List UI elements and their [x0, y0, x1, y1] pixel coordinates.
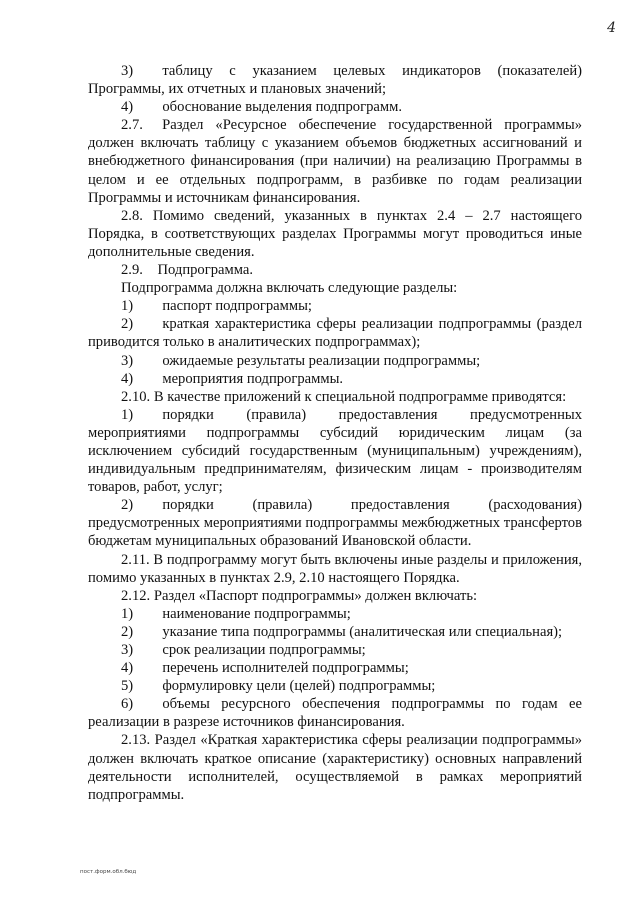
paragraph: 2.10. В качестве приложений к специальной подпрограмме приводятся:	[121, 388, 567, 405]
footer-code: пост.форм.обл.бюд	[80, 869, 137, 875]
paragraph: Подпрограмма должна включать следующие разделы:	[121, 280, 458, 297]
list-item: 4) мероприятия подпрограммы.	[121, 370, 344, 387]
paragraph: 2.9. Подпрограмма.	[121, 262, 253, 279]
list-item: 5) формулировку цели (целей) подпрограммы;	[121, 678, 436, 695]
list-item: 3) срок реализации подпрограммы;	[121, 642, 366, 658]
paragraph: 2.7. Раздел «Ресурсное обеспечение государственной программы» должен включать таблицу с указанием объемов бюджетных ассигнований и внебюджетного финансирования (при наличии) на реализацию Программы в целом и ее отдельных подпрограмм, в разбивке по годам реализации Программы и источникам финансирования.	[88, 117, 582, 206]
list-item: 2) краткая характеристика сферы реализации подпрограммы (раздел приводится только в аналитических подпрограммах);	[88, 316, 582, 351]
paragraph: 2.13. Раздел «Краткая характеристика сферы реализации подпрограммы» должен включать краткое описание (характеристику) основных направлений деятельности исполнителей, осуществляемой в рамках мероприятий подпрограммы.	[88, 732, 582, 803]
page-number: 4	[607, 20, 616, 36]
paragraph: 2.8. Помимо сведений, указанных в пунктах 2.4 – 2.7 настоящего Порядка, в соответствующих разделах Программы могут проводиться иные дополнительные сведения.	[88, 207, 582, 260]
list-item: 2) указание типа подпрограммы (аналитическая или специальная);	[121, 623, 563, 640]
paragraph: 3) таблицу с указанием целевых индикаторов (показателей) Программы, их отчетных и плановых значений;	[88, 63, 582, 98]
paragraph: 2.12. Раздел «Паспорт подпрограммы» должен включать:	[121, 587, 478, 604]
paragraph: 4) обоснование выделения подпрограмм.	[121, 99, 402, 116]
list-item: 2) порядки (правила) предоставления (расходования) предусмотренных мероприятиями подпрограммы межбюджетных трансфертов бюджетам муниципальных образований Ивановской области.	[88, 497, 582, 550]
list-item: 1) порядки (правила) предоставления предусмотренных мероприятиями подпрограммы субсидий юридическим лицам (за исключением субсидий государственным (муниципальным) учреждениям), индивидуальным предпринимателям, физическим лицам - производителям товаров, работ, услуг;	[88, 406, 582, 496]
list-item: 3) ожидаемые результаты реализации подпрограммы;	[121, 352, 481, 369]
paragraph: 2.11. В подпрограмму могут быть включены иные разделы и приложения, помимо указанных в пунктах 2.9, 2.10 настоящего Порядка.	[88, 551, 582, 586]
list-item: 1) паспорт подпрограммы;	[121, 298, 312, 315]
list-item: 1) наименование подпрограммы;	[121, 605, 351, 622]
list-item: 6) объемы ресурсного обеспечения подпрограммы по годам ее реализации в разрезе источников финансирования.	[88, 696, 582, 731]
document-body	[88, 62, 582, 804]
list-item: 4) перечень исполнителей подпрограммы;	[121, 660, 409, 677]
